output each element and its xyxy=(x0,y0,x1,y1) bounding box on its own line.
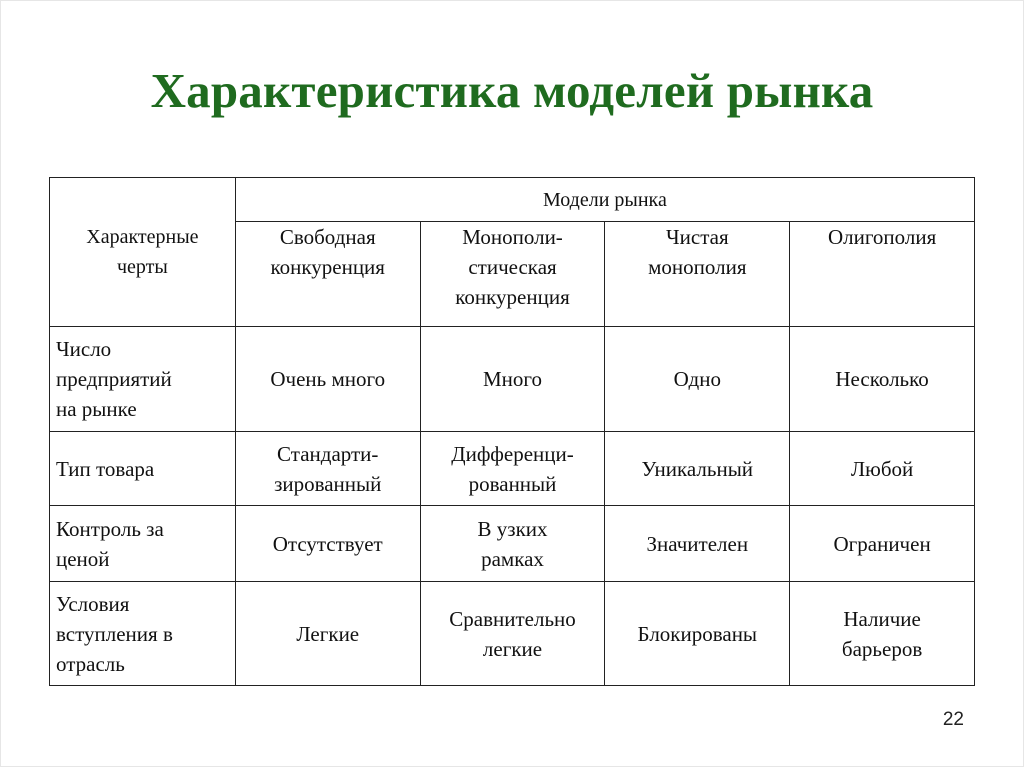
row-label: Контроль за ценой xyxy=(50,506,236,582)
row-label: Условия вступления в отрасль xyxy=(50,582,236,686)
table-cell: Любой xyxy=(790,432,975,506)
model-header: Чистая монополия xyxy=(605,222,790,327)
table-cell: Значителен xyxy=(605,506,790,582)
table-header-row xyxy=(50,178,975,222)
row-label: Число предприятий на рынке xyxy=(50,327,236,432)
table-cell: Наличие барьеров xyxy=(790,582,975,686)
model-header: Монополи- стическая конкуренция xyxy=(420,222,605,327)
model-header: Олигополия xyxy=(790,222,975,327)
table-cell: Ограничен xyxy=(790,506,975,582)
models-group-header: Модели рынка xyxy=(235,178,974,222)
table-row xyxy=(50,327,975,432)
table-cell: Дифференци- рованный xyxy=(420,432,605,506)
table-row xyxy=(50,582,975,686)
table-row xyxy=(50,506,975,582)
table-cell: Сравнительно легкие xyxy=(420,582,605,686)
model-header: Свободная конкуренция xyxy=(235,222,420,327)
table-cell: Очень много xyxy=(235,327,420,432)
feature-header: Характерные черты xyxy=(50,178,236,327)
table-cell: Несколько xyxy=(790,327,975,432)
table-cell: Блокированы xyxy=(605,582,790,686)
page-number: 22 xyxy=(942,709,964,730)
table-cell: В узких рамках xyxy=(420,506,605,582)
table-row xyxy=(50,432,975,506)
table-cell: Легкие xyxy=(235,582,420,686)
table-cell: Уникальный xyxy=(605,432,790,506)
slide-title: Характеристика моделей рынка xyxy=(150,63,874,118)
table-cell: Много xyxy=(420,327,605,432)
market-models-table xyxy=(49,177,975,686)
row-label: Тип товара xyxy=(50,432,236,506)
table-cell: Стандарти- зированный xyxy=(235,432,420,506)
table-cell: Одно xyxy=(605,327,790,432)
table-cell: Отсутствует xyxy=(235,506,420,582)
